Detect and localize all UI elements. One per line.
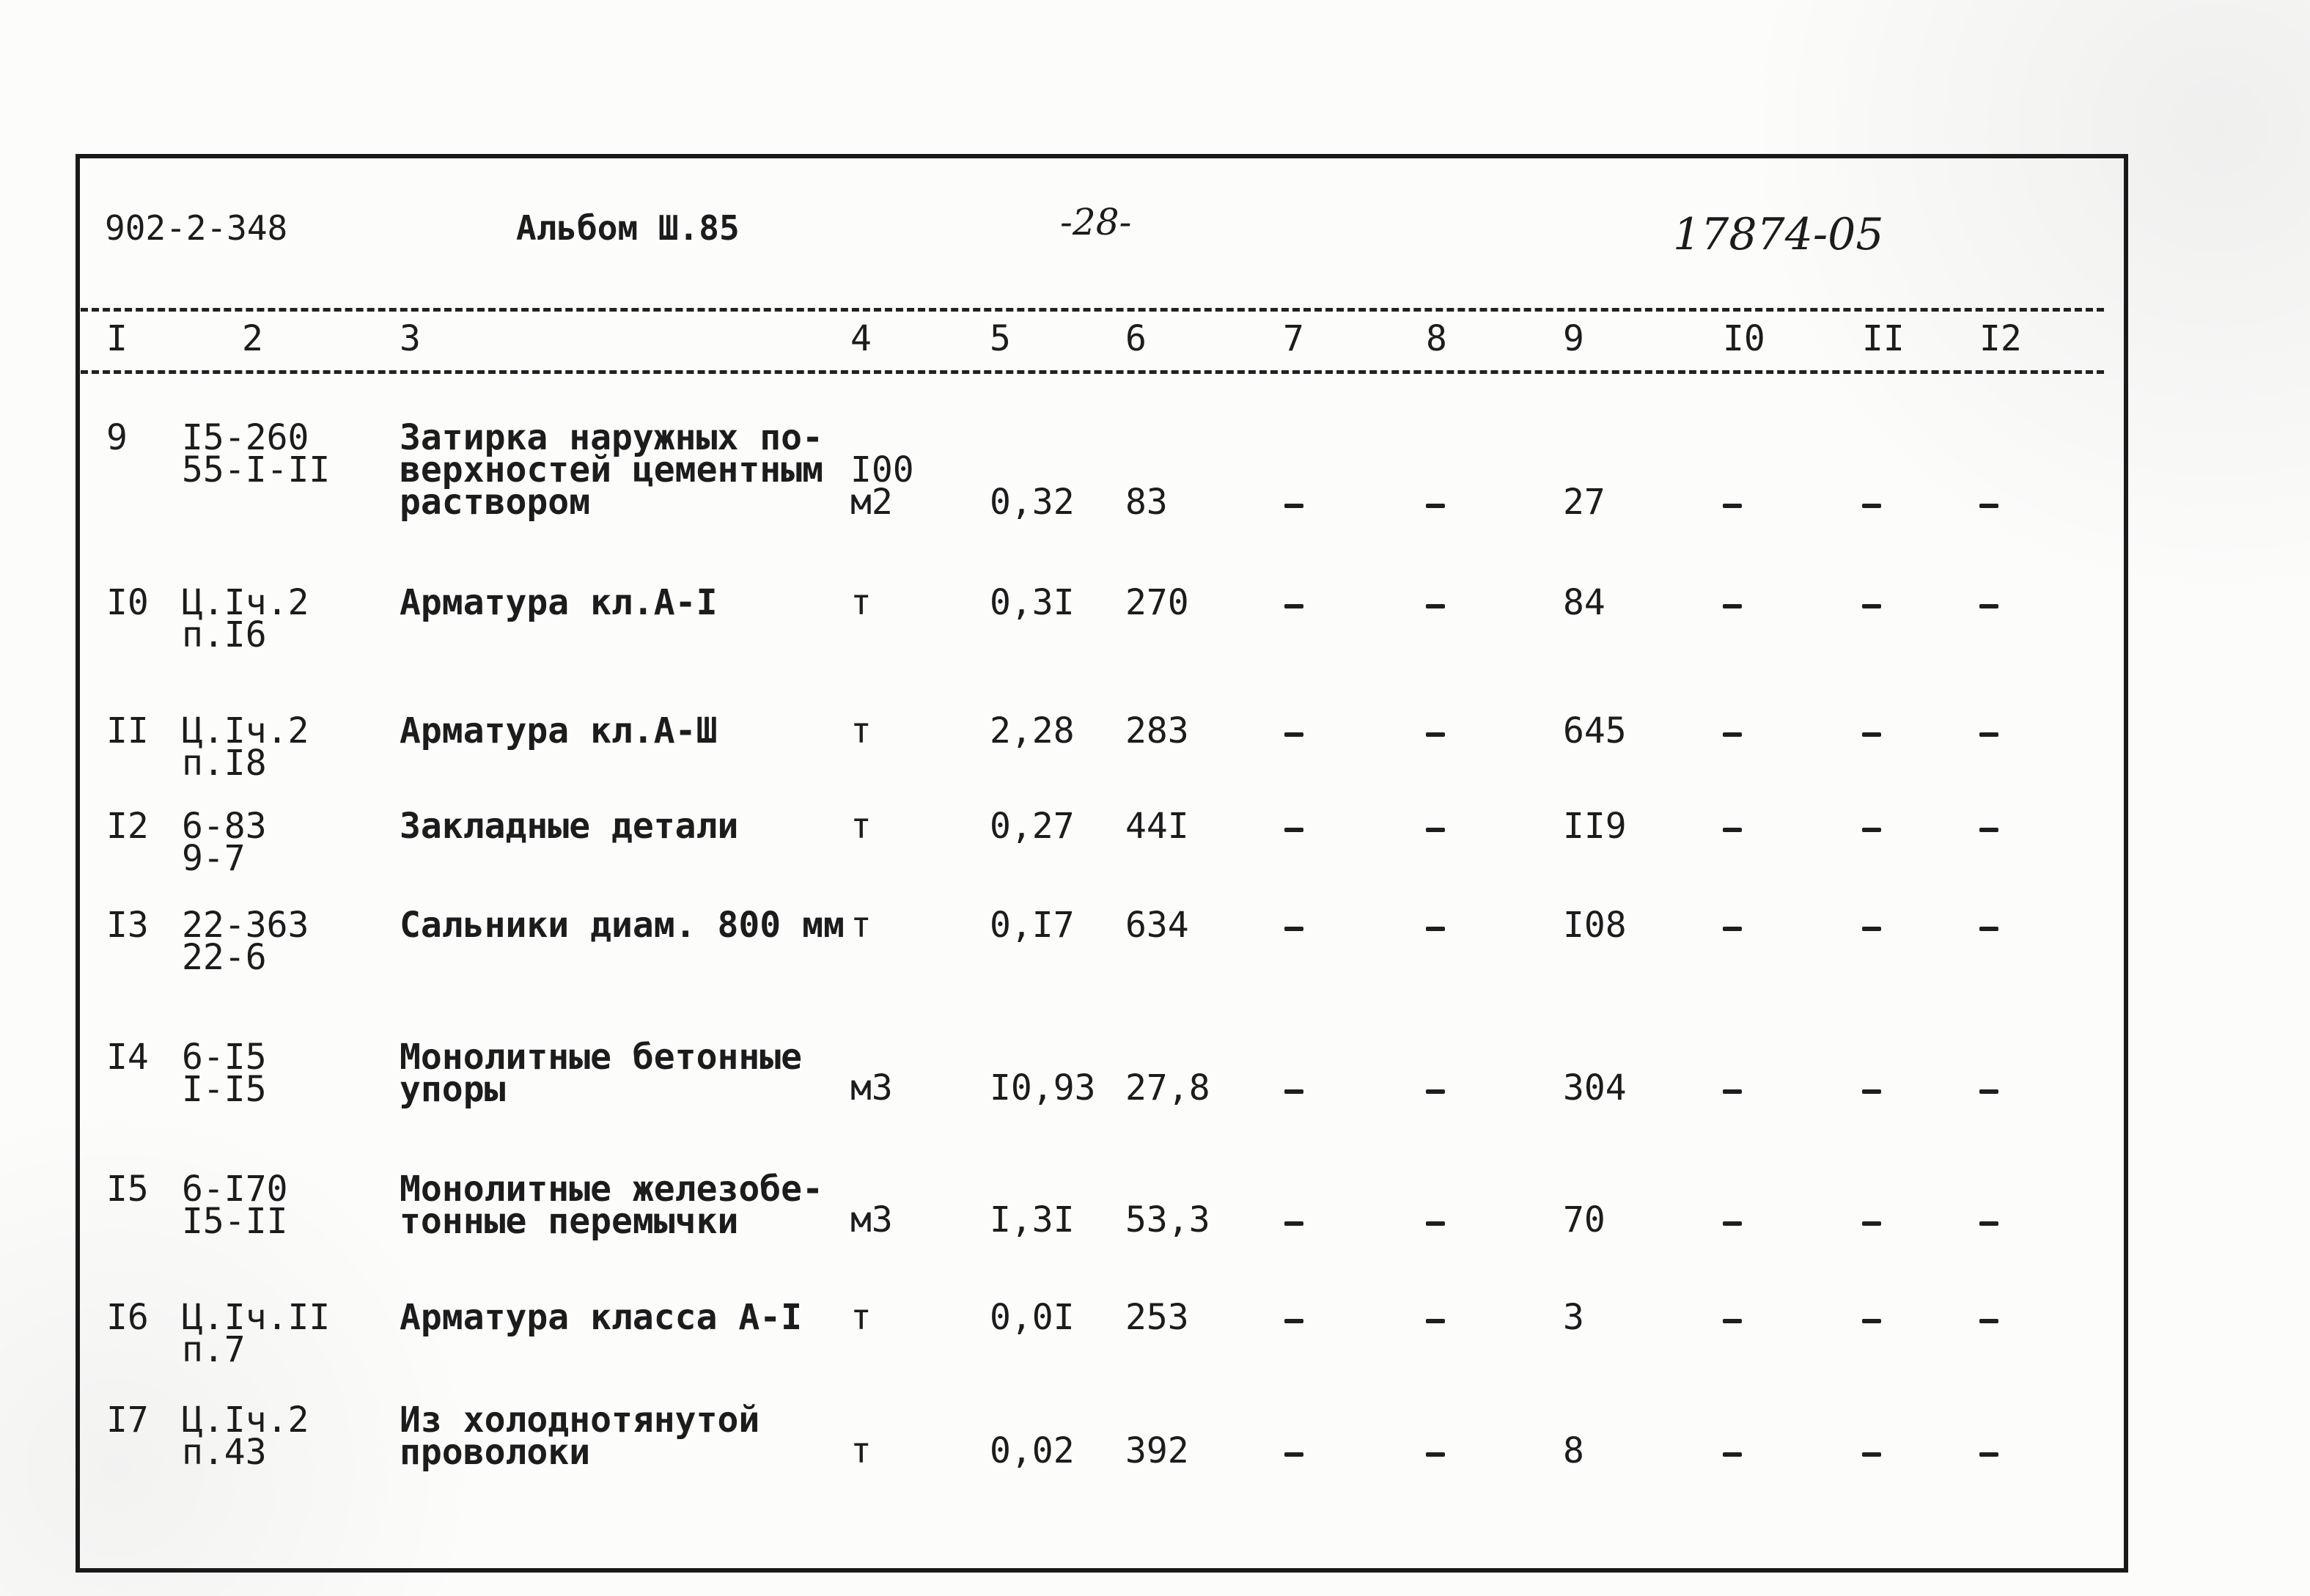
dash-col-12 [1979,1452,1998,1457]
column-header-7: 7 [1283,318,1304,359]
dash-col-10 [1723,1452,1742,1457]
dash-col-11 [1862,1319,1881,1323]
dash-col-11 [1862,1452,1881,1457]
dash-col-10 [1723,604,1742,608]
work-name: Монолитные бетонные упоры [400,1037,803,1110]
dash-col-7 [1284,1452,1303,1457]
total-cost: 84 [1563,582,1605,623]
dash-col-8 [1426,1452,1445,1457]
column-header-12: I2 [1979,318,2022,359]
column-header-9: 9 [1563,318,1584,359]
dash-col-11 [1862,927,1881,931]
dash-col-12 [1979,1089,1998,1094]
dash-col-11 [1862,1221,1881,1226]
document-code: 902-2-348 [105,208,288,248]
unit-price: 44I [1125,806,1189,847]
unit: I00 м2 [850,449,914,523]
column-header-10: I0 [1723,318,1765,359]
row-number: I2 [106,806,149,847]
row-number: I6 [106,1297,149,1338]
unit-price: 83 [1125,482,1168,523]
dash-col-11 [1862,828,1881,832]
unit: т [850,1297,872,1338]
dash-col-10 [1723,504,1742,508]
norm-code: 22-363 22-6 [182,905,309,978]
unit: м3 [850,1067,893,1108]
dash-col-12 [1979,732,1998,737]
quantity: 0,27 [990,806,1075,847]
work-name: Монолитные железобе- тонные перемычки [400,1169,823,1242]
dash-col-7 [1284,732,1303,737]
document-number: 17874-05 [1673,209,1884,260]
unit-price: 27,8 [1125,1067,1210,1108]
dash-col-10 [1723,1221,1742,1226]
dash-col-12 [1979,604,1998,608]
dash-col-12 [1979,504,1998,508]
dash-col-11 [1862,504,1881,508]
unit: т [850,710,872,751]
work-name: Арматура кл.А-I [400,582,718,623]
unit-price: 53,3 [1125,1199,1210,1240]
dash-col-11 [1862,732,1881,737]
dash-col-7 [1284,1319,1303,1323]
unit-price: 634 [1125,905,1189,946]
total-cost: 8 [1563,1430,1584,1471]
dash-col-7 [1284,927,1303,931]
total-cost: 3 [1563,1297,1584,1338]
dash-col-7 [1284,1221,1303,1226]
unit: т [850,806,872,847]
header-rule-bottom [81,370,2104,374]
norm-code: 6-83 9-7 [182,806,267,879]
table-frame [76,154,2128,1573]
column-header-2: 2 [242,318,263,359]
work-name: Из холоднотянутой проволоки [400,1400,760,1473]
norm-code: 6-I70 I5-II [182,1169,288,1242]
unit: т [850,905,872,946]
dash-col-12 [1979,1319,1998,1323]
total-cost: 645 [1563,710,1627,751]
column-header-4: 4 [850,318,872,359]
quantity: 0,32 [990,482,1075,523]
album-label: Альбом Ш.85 [516,208,740,248]
row-number: I0 [106,582,149,623]
unit-price: 270 [1125,582,1189,623]
dash-col-8 [1426,604,1445,608]
column-header-11: II [1862,318,1905,359]
dash-col-8 [1426,504,1445,508]
work-name: Арматура кл.А-Ш [400,710,718,751]
dash-col-11 [1862,604,1881,608]
work-name: Сальники диам. 800 мм [400,905,845,946]
dash-col-10 [1723,828,1742,832]
total-cost: 27 [1563,482,1605,523]
work-name: Арматура класса А-I [400,1297,803,1338]
header-rule-top [81,308,2104,312]
unit-price: 392 [1125,1430,1189,1471]
dash-col-8 [1426,732,1445,737]
dash-col-7 [1284,504,1303,508]
quantity: I,3I [990,1199,1075,1240]
row-number: 9 [106,417,128,458]
dash-col-7 [1284,828,1303,832]
dash-col-7 [1284,1089,1303,1094]
work-name: Затирка наружных по- верхностей цементным раствором [400,417,823,523]
norm-code: Ц.Iч.2 п.43 [182,1400,309,1473]
dash-col-10 [1723,1319,1742,1323]
total-cost: 304 [1563,1067,1627,1108]
dash-col-12 [1979,828,1998,832]
dash-col-8 [1426,828,1445,832]
quantity: I0,93 [990,1067,1096,1108]
dash-col-11 [1862,1089,1881,1094]
row-number: I4 [106,1037,149,1078]
norm-code: Ц.Iч.2 п.I6 [182,582,309,655]
page-number: -28- [1060,201,1132,243]
norm-code: 6-I5 I-I5 [182,1037,267,1110]
dash-col-12 [1979,927,1998,931]
column-header-5: 5 [990,318,1011,359]
quantity: 0,02 [990,1430,1075,1471]
row-number: I5 [106,1169,149,1210]
total-cost: I08 [1563,905,1627,946]
unit: м3 [850,1199,893,1240]
column-header-8: 8 [1426,318,1447,359]
dash-col-8 [1426,1089,1445,1094]
dash-col-10 [1723,927,1742,931]
column-header-1: I [106,318,128,359]
dash-col-8 [1426,1221,1445,1226]
dash-col-10 [1723,1089,1742,1094]
row-number: I3 [106,905,149,946]
column-header-6: 6 [1125,318,1147,359]
quantity: 0,3I [990,582,1075,623]
unit: т [850,582,872,623]
unit-price: 283 [1125,710,1189,751]
row-number: I7 [106,1400,149,1441]
dash-col-10 [1723,732,1742,737]
norm-code: Ц.Iч.2 п.I8 [182,710,309,784]
dash-col-7 [1284,604,1303,608]
column-header-3: 3 [400,318,421,359]
total-cost: II9 [1563,806,1627,847]
total-cost: 70 [1563,1199,1605,1240]
quantity: 0,0I [990,1297,1075,1338]
row-number: II [106,710,149,751]
norm-code: Ц.Iч.II п.7 [182,1297,331,1370]
work-name: Закладные детали [400,806,739,847]
dash-col-12 [1979,1221,1998,1226]
quantity: 2,28 [990,710,1075,751]
norm-code: I5-260 55-I-II [182,417,331,490]
dash-col-8 [1426,1319,1445,1323]
unit-price: 253 [1125,1297,1189,1338]
unit: т [850,1430,872,1471]
quantity: 0,I7 [990,905,1075,946]
dash-col-8 [1426,927,1445,931]
